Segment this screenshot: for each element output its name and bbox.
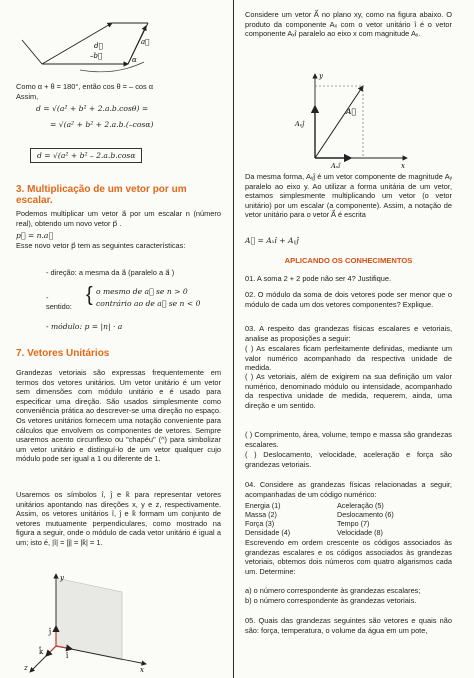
- question-03: 03. A respeito das grandezas físicas escalares e vetoriais, analise as proposições a seguir:: [245, 324, 452, 343]
- question-05: 05. Quais das grandezas seguintes são vetores e quais não são: força, temperatura, o volume da água em um pote,: [245, 616, 452, 635]
- unit-vectors-figure: [22, 572, 152, 676]
- question-01: 01. A soma 2 + 2 pode não ser 4? Justifique.: [245, 274, 392, 283]
- axis-y-label: y: [319, 72, 323, 80]
- component-y-paragraph: Da mesma forma, Aᵧĵ é um vetor componente de magnitude Aᵧ paralelo ao eixo y. Ao utilizar a forma unitária de um vetor, estamos simplesmente multiplicando um vetor (o vetor unitário) por um escalar (a componente). Assim, a notação de vetor unitário para o vetor A⃗ é escrita: [245, 172, 452, 220]
- unit-vector-notation: A⃗ = Aₓî + Aᵧĵ: [245, 236, 299, 245]
- section-7-paragraph-2: Usaremos os símbolos î, ĵ e k̂ para representar vetores unitários apontando nas direções x, y e z, respectivamente. Assim, os vetores unitários î, ĵ e k̂ formam um conjunto de vetores mutuamente perpendiculares, como mostrado na figura a seguir, onde o módulo de cada vetor unitário é igual a um; isto é, |î| = |ĵ| = |k̂| = 1.: [16, 490, 221, 547]
- unit-j-label: ĵ: [49, 628, 52, 636]
- brace: {: [86, 284, 93, 306]
- label-alpha: α: [132, 56, 137, 64]
- question-04: 04. Considere as grandezas físicas relacionadas a seguir, acompanhadas de um código numérico:: [245, 480, 452, 499]
- grid-cell: Deslocamento (6): [337, 510, 394, 519]
- axis-x-label: x: [401, 162, 405, 170]
- label-a: a⃗: [141, 38, 150, 46]
- question-03-item-2: ( ) As vetoriais, além de exigirem na sua definição um valor numérico, denominado módulo ou intensidade, acompanhado da respectiva unidade de medida, requerem, ainda, uma direção e um sentido.: [245, 372, 452, 410]
- sentido-positive: o mesmo de a⃗ se n > 0: [96, 287, 188, 296]
- applying-knowledge-heading: APLICANDO OS CONHECIMENTOS: [284, 256, 413, 265]
- component-Axi-label: Aₓî: [331, 162, 341, 170]
- quantities-grid: [245, 501, 447, 537]
- grid-cell: Força (3): [245, 519, 275, 528]
- cos-relation: Como α + θ = 180°, então cos θ = – cos α: [16, 82, 154, 91]
- section-3-paragraph: Podemos multiplicar um vetor a⃗ por um escalar n (número real), obtendo um novo vetor p⃗ .: [16, 209, 221, 228]
- assim-label: Assim,: [16, 92, 39, 101]
- question-03-item-4: ( ) Deslocamento, velocidade, aceleração e força são grandezas vetoriais.: [245, 450, 452, 469]
- modulo-line: - módulo: p = |n| · a: [46, 322, 123, 331]
- column-divider: [233, 0, 234, 678]
- section-3-characteristics: Esse novo vetor p⃗ tem as seguintes características:: [16, 241, 186, 250]
- equation-1: d = √(a² + b² + 2.a.b.cosθ) =: [36, 104, 149, 113]
- vector-subtraction-figure: [20, 18, 160, 76]
- grid-cell: Energia (1): [245, 501, 281, 510]
- grid-cell: Tempo (7): [337, 519, 370, 528]
- question-04-instructions: Escrevendo em ordem crescente os códigos associados às grandezas escalares e os códigos associados às grandezas vetoriais, obtemos dois números com quatro algarismos cada um. Determine:: [245, 538, 452, 576]
- vector-components-paragraph: Considere um vetor A⃗ no plano xy, como na figura abaixo. O produto da componente Aₓ com o vetor unitário î é o vetor componente Aₓî paralelo ao eixo x com magnitude Aₓ.: [245, 10, 452, 39]
- equation-boxed: d = √(a² + b² – 2.a.b.cosα: [30, 148, 142, 163]
- unit-k-label: k̂: [39, 648, 44, 656]
- grid-cell: Aceleração (5): [337, 501, 384, 510]
- direction-line: - direção: a mesma da a⃗ (paralelo a a⃗ ): [46, 268, 175, 277]
- label-neg-b: –b⃗: [90, 52, 103, 60]
- component-Ayj-label: Aᵧĵ: [295, 120, 305, 128]
- question-03-item-1: ( ) As escalares ficam perfeitamente definidas, mediante um valor numérico acompanhado da respectiva unidade de medida.: [245, 344, 452, 373]
- question-04-b: b) o número correspondente às grandezas vetoriais.: [245, 596, 417, 605]
- vector-A-label: A⃗: [346, 107, 356, 116]
- equation-2: = √(a² + b² + 2.a.b.(–cosα): [50, 120, 154, 129]
- vector-components-figure: [291, 70, 411, 170]
- sentido-negative: contrário ao de a⃗ se n < 0: [96, 299, 201, 308]
- section-7-paragraph-1: Grandezas vetoriais são expressas frequentemente em termos dos vetores unitários. Um vetor unitário é um vetor sem dimensões com módulo unitário e é usado para especificar uma direção. São usados simplesmente como conveniência prática ao descrever-se uma direção no espaço. Os vetores unitários fornecem uma notação conveniente para cálculos que envolvem os componentes de vetores. Sempre usaremos acento circunflexo ou "chapéu" (^) para simbolizar um vetor unitário e distinguí-lo de um vetor qualquer cujo módulo pode ser igual a 1 ou diferente de 1.: [16, 368, 221, 464]
- section-3-title: 3. Multiplicação de um vetor por um escalar.: [16, 184, 187, 206]
- axis-z-label: z: [24, 664, 28, 672]
- label-d: d⃗: [94, 42, 103, 50]
- axis-y-label: y: [60, 574, 64, 582]
- sentido-label: - sentido:: [46, 293, 72, 311]
- section-3-equation: p⃗ = n.a⃗: [16, 231, 53, 240]
- grid-cell: Massa (2): [245, 510, 277, 519]
- question-02: 02. O módulo da soma de dois vetores pode ser menor que o módulo de cada um dos vetores componentes? Explique.: [245, 290, 452, 309]
- axis-x-label: x: [140, 666, 144, 674]
- grid-cell: Densidade (4): [245, 528, 291, 537]
- question-04-a: a) o número correspondente às grandezas escalares;: [245, 586, 421, 595]
- unit-i-label: î: [66, 652, 69, 660]
- grid-cell: Velocidade (8): [337, 528, 383, 537]
- section-7-title: 7. Vetores Unitários: [16, 348, 110, 359]
- question-03-item-3: ( ) Comprimento, área, volume, tempo e massa são grandezas escalares.: [245, 430, 452, 449]
